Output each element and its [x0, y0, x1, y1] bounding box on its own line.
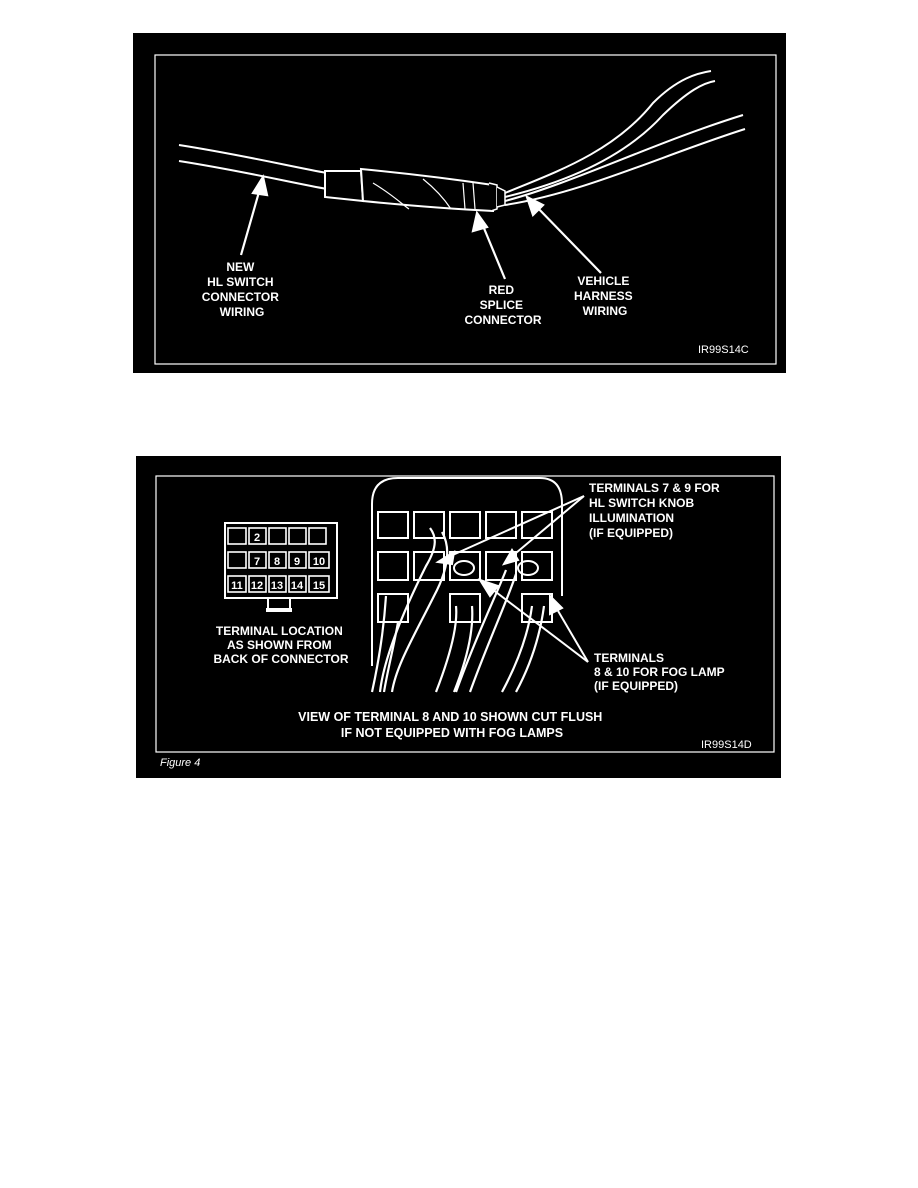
connector-block	[372, 478, 562, 666]
terminal-location-grid	[225, 523, 337, 612]
red-splice-label: RED SPLICE CONNECTOR	[464, 283, 542, 327]
terminal-11: 11	[231, 580, 243, 592]
terminal-13: 13	[270, 580, 284, 592]
red-splice-connector	[325, 169, 505, 211]
terminal-2: 2	[253, 532, 261, 544]
vehicle-harness-wires	[505, 71, 745, 205]
terminal-location-label: TERMINAL LOCATION AS SHOWN FROM BACK OF CONNECTOR	[213, 624, 349, 666]
new-switch-label: NEW HL SWITCH CONNECTOR WIRING	[201, 260, 279, 319]
terminals-7-9-label: TERMINALS 7 & 9 FOR HL SWITCH KNOB ILLUMINATION (IF EQUIPPED)	[589, 481, 720, 540]
vehicle-harness-label: VEHICLE HARNESS WIRING	[573, 274, 633, 318]
grid-row-1	[228, 528, 326, 544]
terminal-10: 10	[312, 556, 326, 568]
terminal-connector-figure	[136, 456, 781, 778]
image-code: IR99S14D	[701, 739, 752, 751]
figure-caption: Figure 4	[160, 757, 201, 769]
terminal-12: 12	[250, 580, 264, 592]
terminal-14: 14	[290, 580, 304, 592]
splice-diagram	[133, 33, 786, 373]
splice-connector-figure	[133, 33, 786, 373]
view-note-label: VIEW OF TERMINAL 8 AND 10 SHOWN CUT FLUSH IF NOT EQUIPPED WITH FOG LAMPS	[298, 710, 603, 740]
new-switch-wire	[179, 145, 327, 189]
terminals-8-10-label: TERMINALS 8 & 10 FOR FOG LAMP (IF EQUIPPED)	[594, 651, 725, 693]
terminal-7: 7	[253, 556, 261, 568]
terminal-15: 15	[312, 580, 326, 592]
terminal-diagram	[136, 456, 781, 778]
terminal-9: 9	[293, 556, 301, 568]
terminal-8: 8	[273, 556, 281, 568]
image-code: IR99S14C	[698, 344, 749, 356]
